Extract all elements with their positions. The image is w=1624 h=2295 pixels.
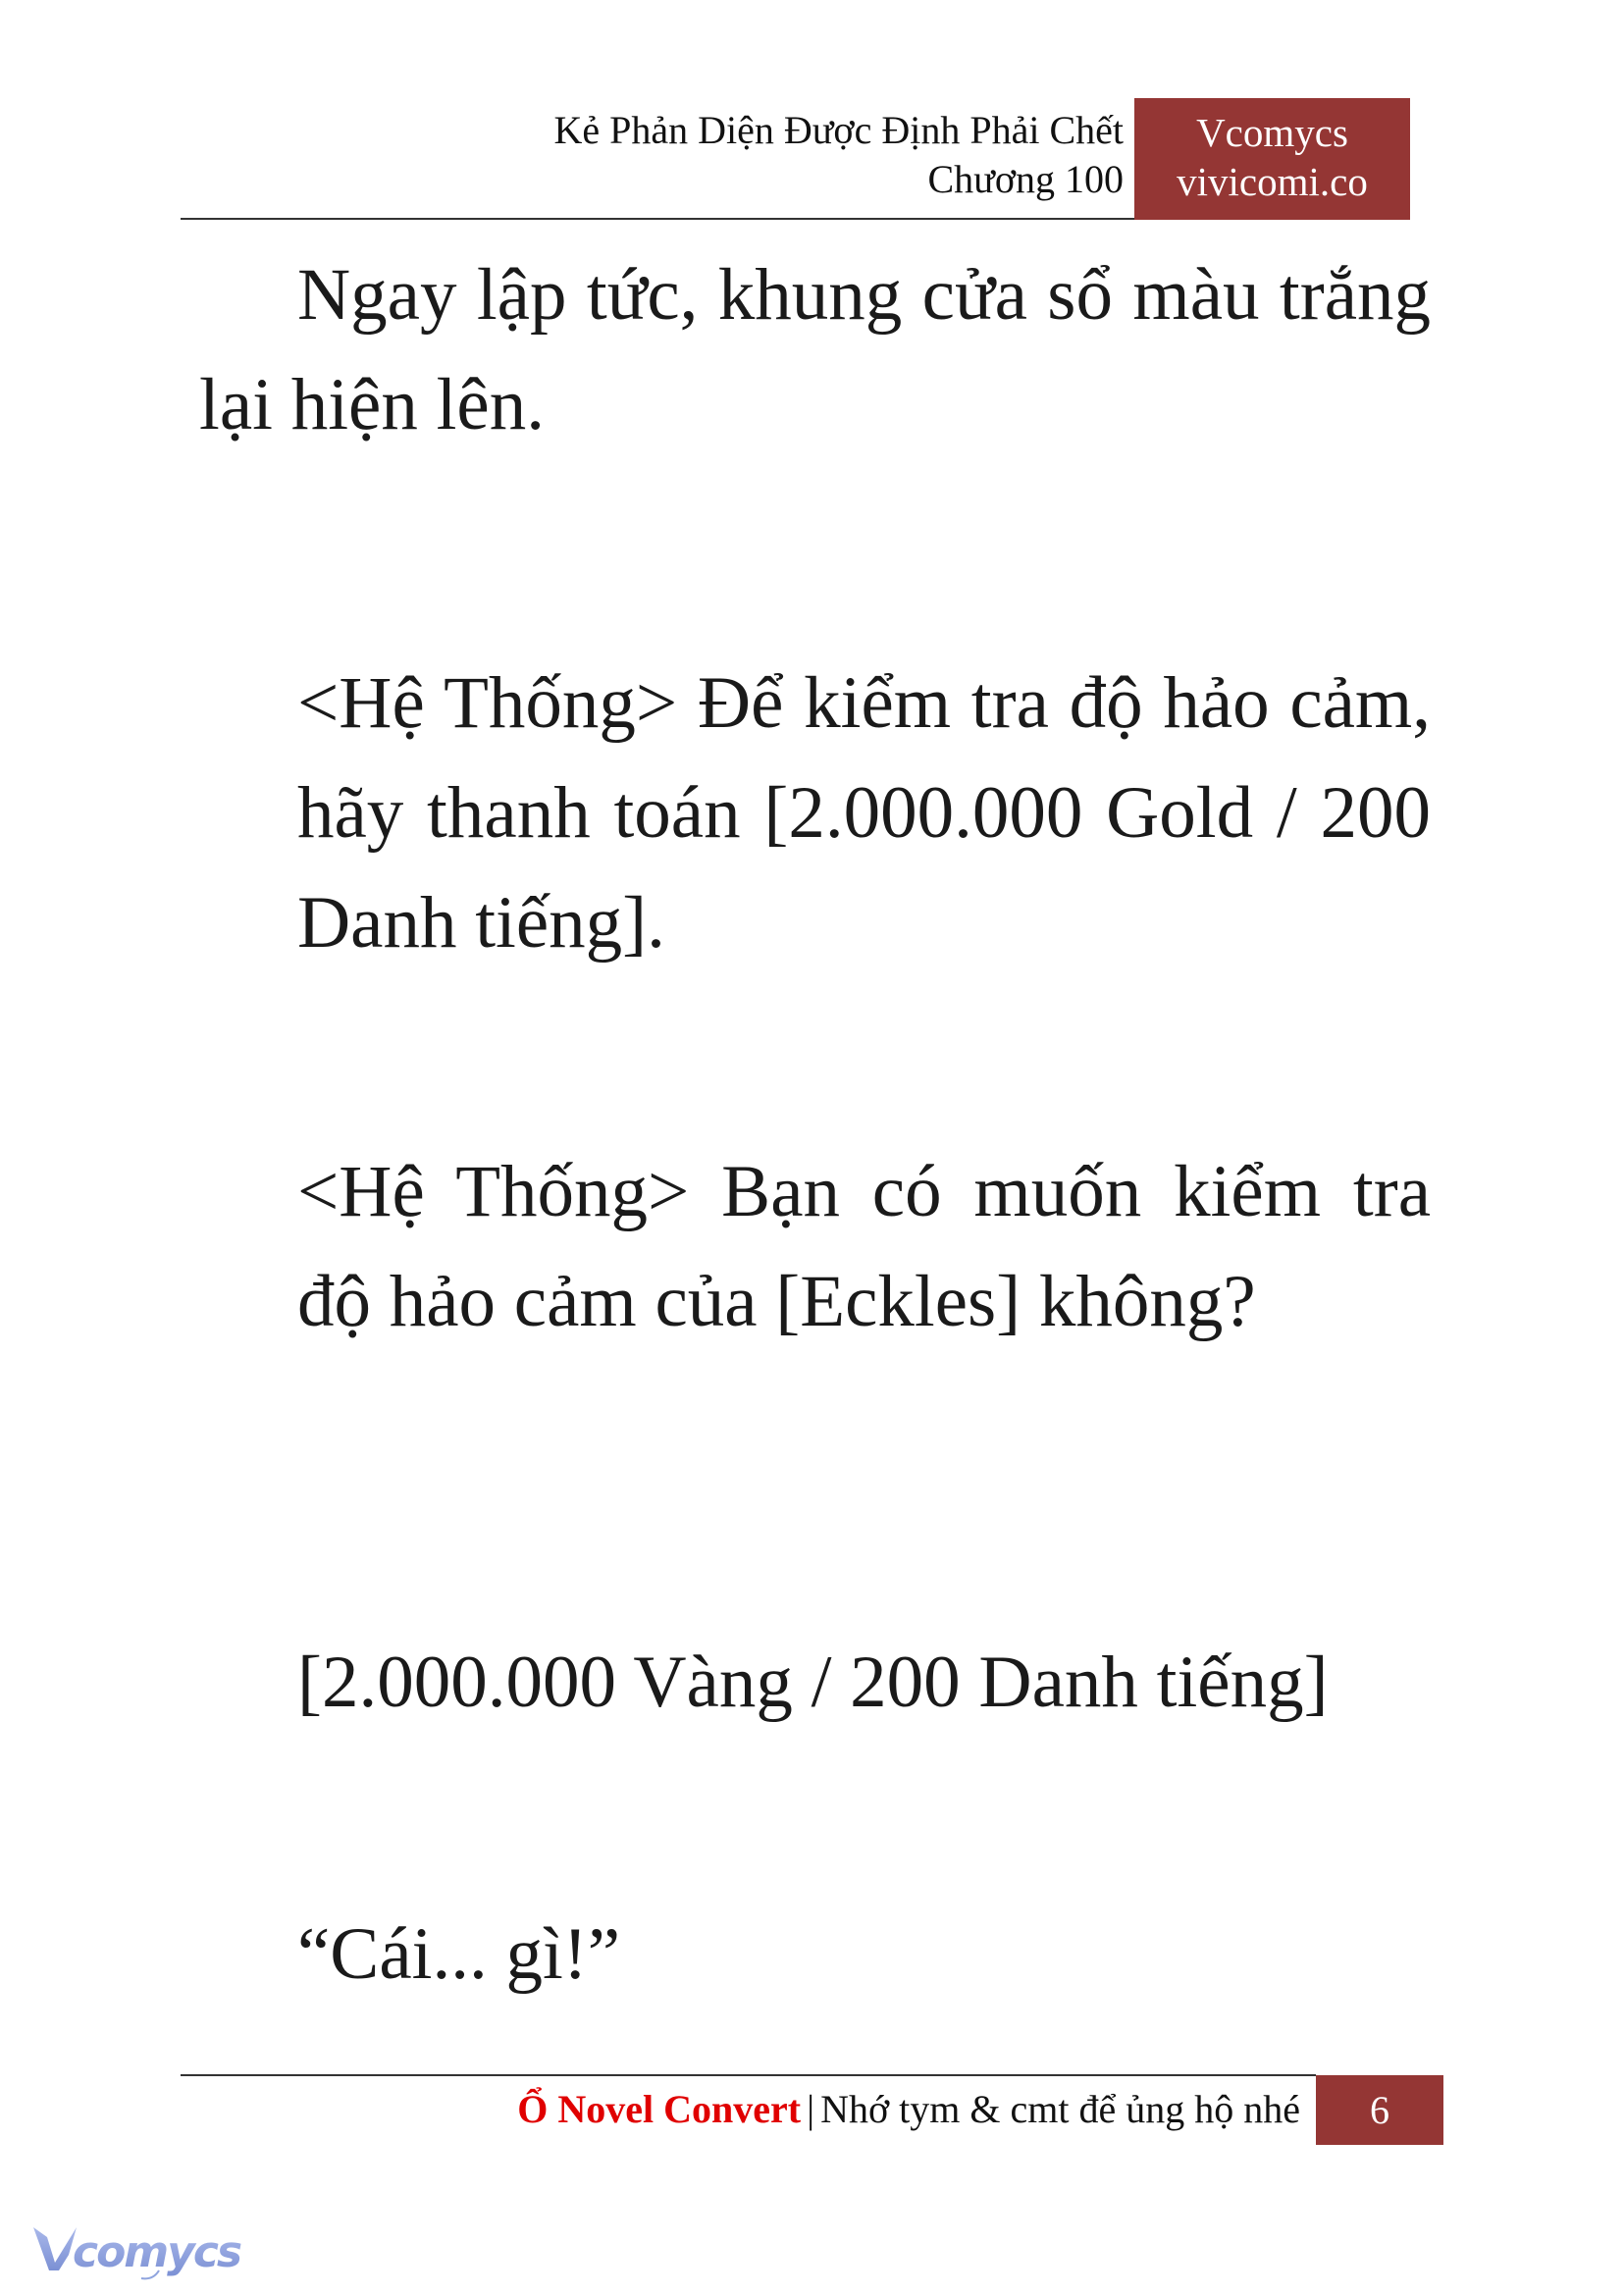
- header-divider: [181, 218, 1134, 220]
- paragraph: “Cái... gì!”: [297, 1913, 621, 1995]
- paragraph: [2.000.000 Vàng / 200 Danh tiếng]: [297, 1642, 1329, 1723]
- paragraph: Ngay lập tức, khung cửa sổ màu trắng lại hiện lên.: [199, 254, 1431, 445]
- site-badge-url: vivicomi.co: [1177, 159, 1368, 204]
- footer-text: [517, 2085, 1300, 2134]
- site-badge: [1134, 98, 1410, 220]
- footer-brand: Ổ Novel Convert: [517, 2087, 802, 2131]
- chapter-label: Chương 100: [927, 157, 1124, 201]
- page-header-title: [553, 106, 1124, 204]
- footer-message: Nhớ tym & cmt để ủng hộ nhé: [820, 2087, 1300, 2131]
- footer-divider: [181, 2074, 1316, 2076]
- svg-text:comycs: comycs: [73, 2227, 241, 2277]
- footer-separator: |: [807, 2087, 815, 2131]
- paragraph: <Hệ Thống> Bạn có muốn kiểm tra độ hảo cảm của [Eckles] không?: [297, 1151, 1431, 1342]
- vcomycs-logo-icon: [29, 2216, 245, 2284]
- site-badge-name: Vcomycs: [1196, 110, 1348, 155]
- book-title: Kẻ Phản Diện Được Định Phải Chết: [553, 108, 1124, 152]
- page-number: 6: [1316, 2075, 1443, 2145]
- paragraph: <Hệ Thống> Để kiểm tra độ hảo cảm, hãy thanh toán [2.000.000 Gold / 200 Danh tiếng].: [297, 662, 1431, 964]
